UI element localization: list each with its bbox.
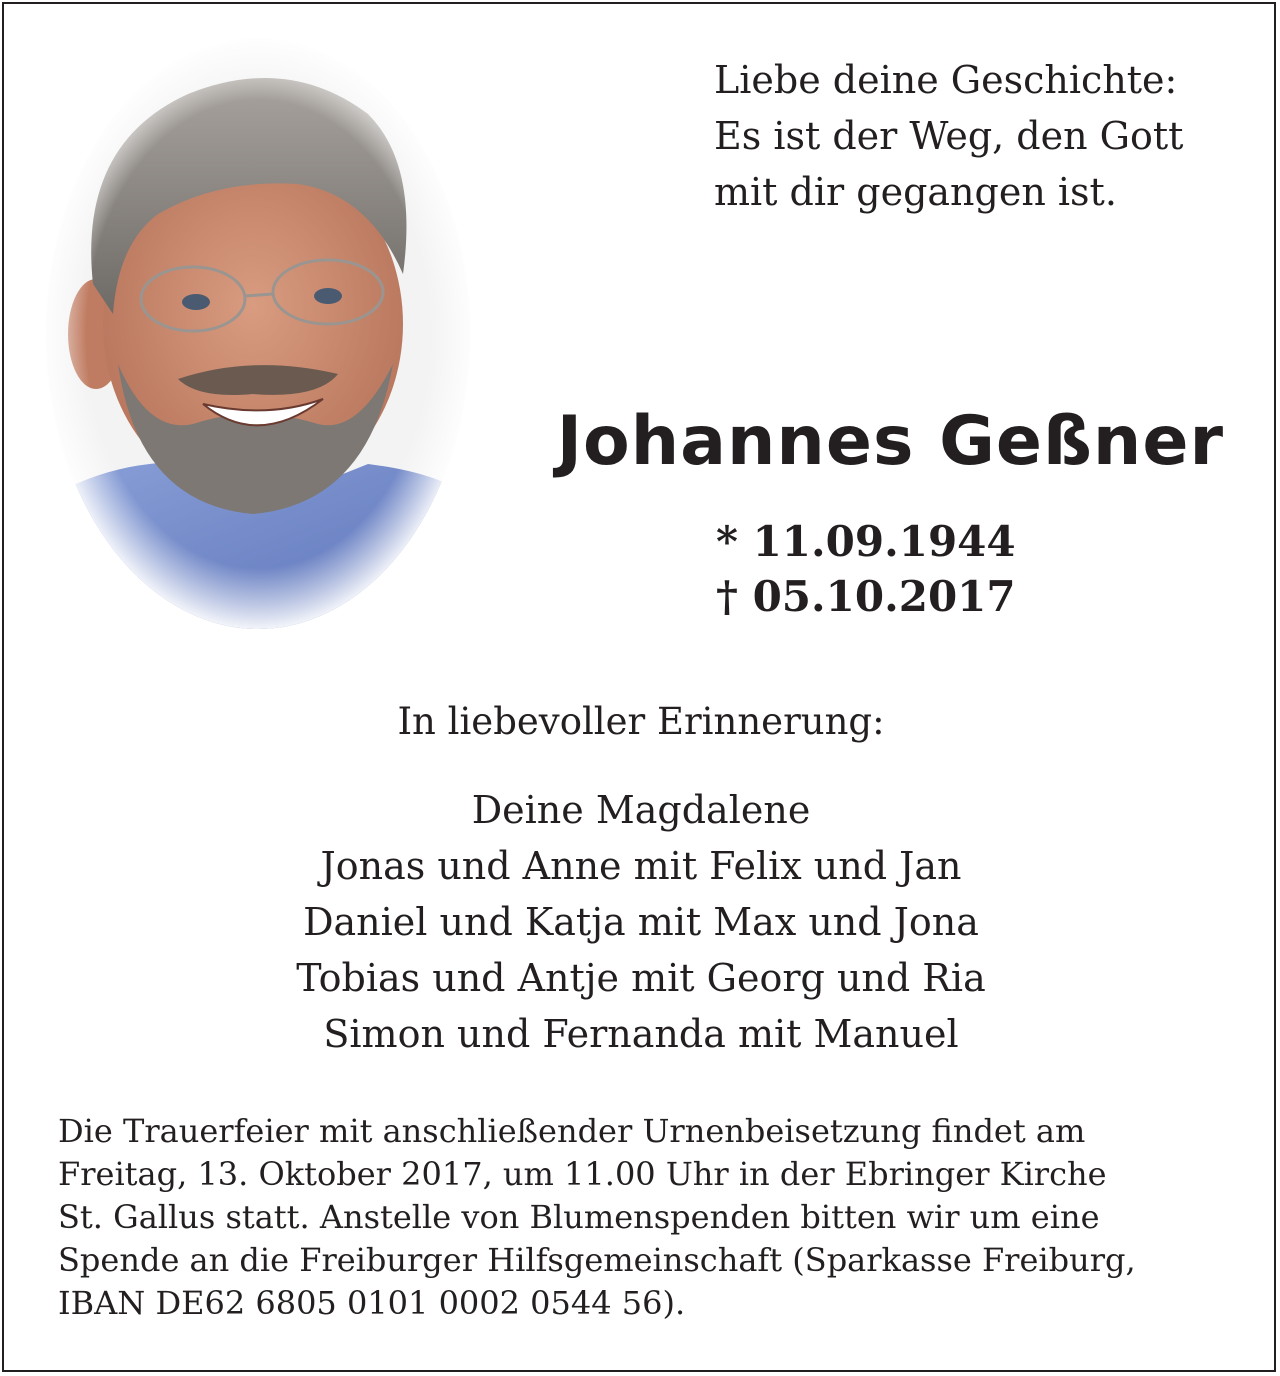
motto-verse bbox=[714, 52, 1254, 220]
family-line: Jonas und Anne mit Felix und Jan bbox=[320, 844, 962, 888]
family-line: Daniel und Katja mit Max und Jona bbox=[303, 900, 979, 944]
motto-line: Liebe deine Geschichte: bbox=[714, 58, 1178, 102]
life-dates bbox=[716, 514, 1016, 624]
family-line: Simon und Fernanda mit Manuel bbox=[323, 1012, 959, 1056]
death-date: † 05.10.2017 bbox=[716, 572, 1016, 621]
family-line: Tobias und Antje mit Georg und Ria bbox=[296, 956, 986, 1000]
notice-line: Spende an die Freiburger Hilfsgemeinschaft (Sparkasse Freiburg, bbox=[58, 1241, 1136, 1279]
portrait-photo bbox=[38, 34, 478, 634]
notice-line: Die Trauerfeier mit anschließender Urnenbeisetzung findet am bbox=[58, 1112, 1086, 1150]
family-line: Deine Magdalene bbox=[471, 788, 811, 832]
deceased-name: Johannes Geßner bbox=[556, 402, 1224, 481]
motto-line: mit dir gegangen ist. bbox=[714, 170, 1117, 214]
funeral-notice bbox=[58, 1110, 1228, 1325]
motto-line: Es ist der Weg, den Gott bbox=[714, 114, 1184, 158]
obituary-notice bbox=[2, 2, 1276, 1372]
remembrance-heading: In liebevoller Erinnerung: bbox=[397, 700, 885, 743]
birth-date: * 11.09.1944 bbox=[716, 517, 1016, 566]
notice-line: Freitag, 13. Oktober 2017, um 11.00 Uhr in der Ebringer Kirche bbox=[58, 1155, 1107, 1193]
notice-line: St. Gallus statt. Anstelle von Blumenspenden bitten wir um eine bbox=[58, 1198, 1100, 1236]
notice-line: IBAN DE62 6805 0101 0002 0544 56). bbox=[58, 1284, 686, 1322]
family-list bbox=[4, 782, 1276, 1062]
